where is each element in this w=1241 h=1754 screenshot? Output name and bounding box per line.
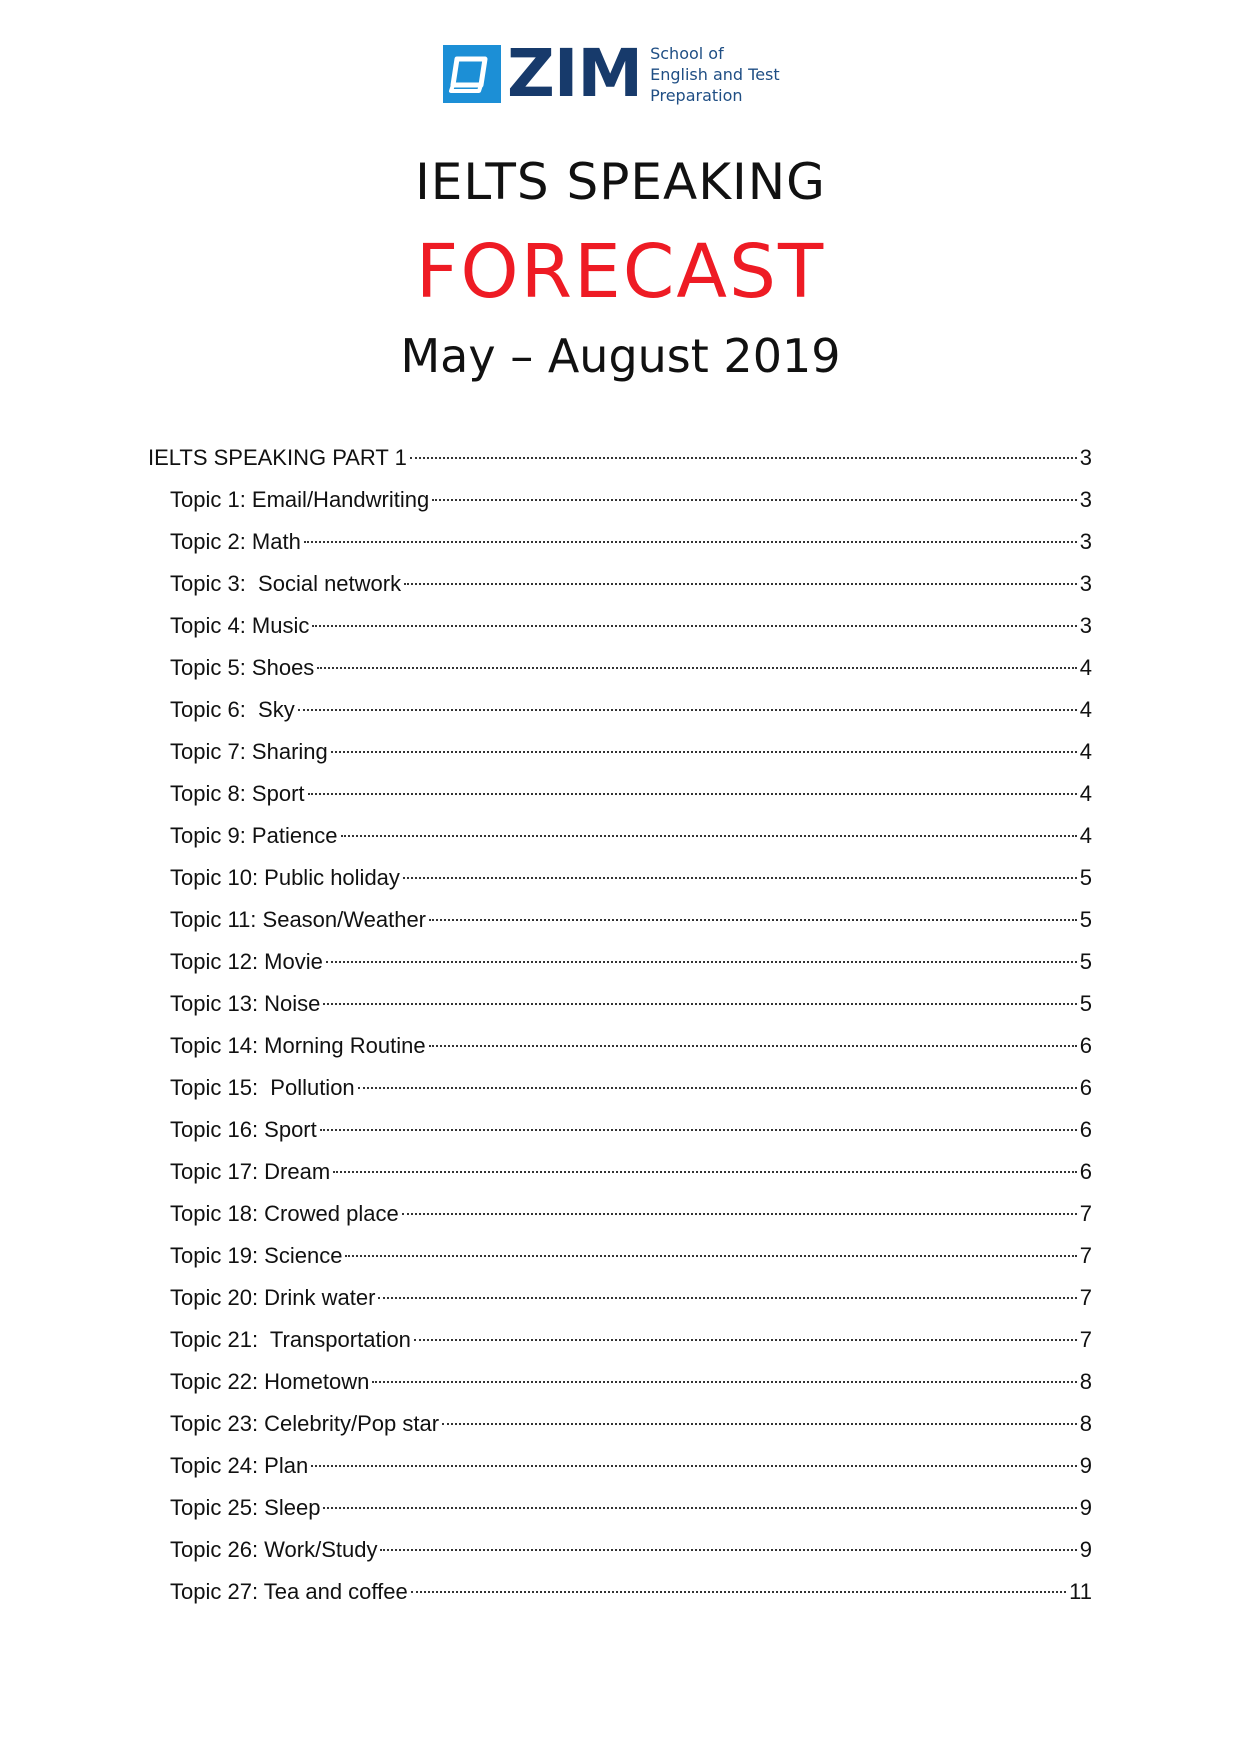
toc-dot-leader — [358, 1057, 1077, 1089]
toc-dot-leader — [311, 1435, 1077, 1467]
toc-page-number: 5 — [1079, 907, 1092, 932]
toc-page-number: 3 — [1079, 487, 1092, 512]
toc-page-number: 7 — [1079, 1327, 1092, 1352]
book-icon — [443, 45, 501, 103]
tagline-line: English and Test — [650, 64, 780, 84]
toc-label: Topic 17: Dream — [170, 1159, 331, 1184]
toc-dot-leader — [403, 847, 1077, 879]
toc-page-number: 5 — [1079, 991, 1092, 1016]
toc-label: Topic 22: Hometown — [170, 1369, 370, 1394]
table-of-contents — [148, 433, 1092, 1609]
toc-dot-leader — [429, 1015, 1077, 1047]
title-forecast: FORECAST — [415, 229, 826, 315]
title-date-range: May – August 2019 — [400, 329, 841, 383]
toc-label: Topic 14: Morning Routine — [170, 1033, 426, 1058]
toc-topic-entry[interactable] — [148, 1567, 1092, 1609]
toc-dot-leader — [378, 1267, 1076, 1299]
toc-label: Topic 9: Patience — [170, 823, 338, 848]
toc-label: Topic 6: Sky — [170, 697, 295, 722]
toc-dot-leader — [298, 679, 1077, 711]
toc-page-number: 4 — [1079, 823, 1092, 848]
toc-page-number: 7 — [1079, 1243, 1092, 1268]
toc-dot-leader — [432, 469, 1077, 501]
toc-dot-leader — [372, 1351, 1076, 1383]
toc-page-number: 7 — [1079, 1285, 1092, 1310]
toc-dot-leader — [345, 1225, 1076, 1257]
toc-page-number: 6 — [1079, 1075, 1092, 1100]
tagline-line: Preparation — [650, 85, 743, 105]
toc-dot-leader — [404, 553, 1077, 585]
toc-page-number: 3 — [1079, 613, 1092, 638]
toc-label: Topic 19: Science — [170, 1243, 343, 1268]
toc-page-number: 3 — [1079, 571, 1092, 596]
toc-dot-leader — [323, 1477, 1076, 1509]
toc-label: Topic 2: Math — [170, 529, 301, 554]
toc-dot-leader — [341, 805, 1077, 837]
toc-label: Topic 27: Tea and coffee — [170, 1579, 408, 1604]
toc-dot-leader — [304, 511, 1077, 543]
toc-page-number: 4 — [1079, 655, 1092, 680]
toc-page-number: 7 — [1079, 1201, 1092, 1226]
toc-page-number: 8 — [1079, 1369, 1092, 1394]
toc-label: Topic 20: Drink water — [170, 1285, 376, 1310]
brand-logo — [443, 35, 780, 112]
toc-dot-leader — [380, 1519, 1076, 1551]
toc-dot-leader — [312, 595, 1076, 627]
toc-dot-leader — [317, 637, 1076, 669]
toc-page-number: 3 — [1079, 445, 1092, 470]
toc-page-number: 6 — [1079, 1033, 1092, 1058]
toc-label: Topic 11: Season/Weather — [170, 907, 427, 932]
toc-page-number: 11 — [1069, 1579, 1092, 1604]
logo-tagline — [650, 43, 780, 106]
logo-wordmark: ZIM — [507, 35, 643, 112]
toc-page-number: 4 — [1079, 697, 1092, 722]
toc-label: Topic 10: Public holiday — [170, 865, 400, 890]
toc-page-number: 9 — [1079, 1495, 1092, 1520]
toc-page-number: 5 — [1079, 865, 1092, 890]
toc-label: Topic 13: Noise — [170, 991, 321, 1016]
toc-label: IELTS SPEAKING PART 1 — [148, 445, 407, 470]
toc-label: Topic 7: Sharing — [170, 739, 328, 764]
toc-dot-leader — [442, 1393, 1077, 1425]
toc-dot-leader — [320, 1099, 1077, 1131]
toc-label: Topic 8: Sport — [170, 781, 305, 806]
toc-dot-leader — [429, 889, 1077, 921]
toc-label: Topic 5: Shoes — [170, 655, 315, 680]
toc-label: Topic 18: Crowed place — [170, 1201, 399, 1226]
toc-dot-leader — [326, 931, 1077, 963]
toc-dot-leader — [333, 1141, 1077, 1173]
toc-label: Topic 24: Plan — [170, 1453, 309, 1478]
toc-dot-leader — [331, 721, 1077, 753]
toc-label: Topic 25: Sleep — [170, 1495, 321, 1520]
toc-page-number: 6 — [1079, 1117, 1092, 1142]
toc-dot-leader — [323, 973, 1076, 1005]
toc-page-number: 3 — [1079, 529, 1092, 554]
toc-label: Topic 4: Music — [170, 613, 310, 638]
toc-dot-leader — [410, 427, 1077, 459]
toc-label: Topic 16: Sport — [170, 1117, 317, 1142]
toc-dot-leader — [411, 1561, 1066, 1593]
toc-label: Topic 12: Movie — [170, 949, 323, 974]
toc-label: Topic 15: Pollution — [170, 1075, 355, 1100]
toc-page-number: 5 — [1079, 949, 1092, 974]
tagline-line: School of — [650, 43, 724, 63]
title-ielts-speaking: IELTS SPEAKING — [415, 153, 826, 211]
toc-label: Topic 23: Celebrity/Pop star — [170, 1411, 440, 1436]
toc-label: Topic 3: Social network — [170, 571, 402, 596]
toc-page-number: 4 — [1079, 781, 1092, 806]
toc-label: Topic 1: Email/Handwriting — [170, 487, 430, 512]
toc-label: Topic 21: Transportation — [170, 1327, 411, 1352]
toc-page-number: 4 — [1079, 739, 1092, 764]
toc-page-number: 8 — [1079, 1411, 1092, 1436]
toc-page-number: 6 — [1079, 1159, 1092, 1184]
toc-dot-leader — [308, 763, 1077, 795]
toc-page-number: 9 — [1079, 1453, 1092, 1478]
toc-dot-leader — [414, 1309, 1077, 1341]
toc-dot-leader — [402, 1183, 1077, 1215]
toc-label: Topic 26: Work/Study — [170, 1537, 378, 1562]
toc-page-number: 9 — [1079, 1537, 1092, 1562]
